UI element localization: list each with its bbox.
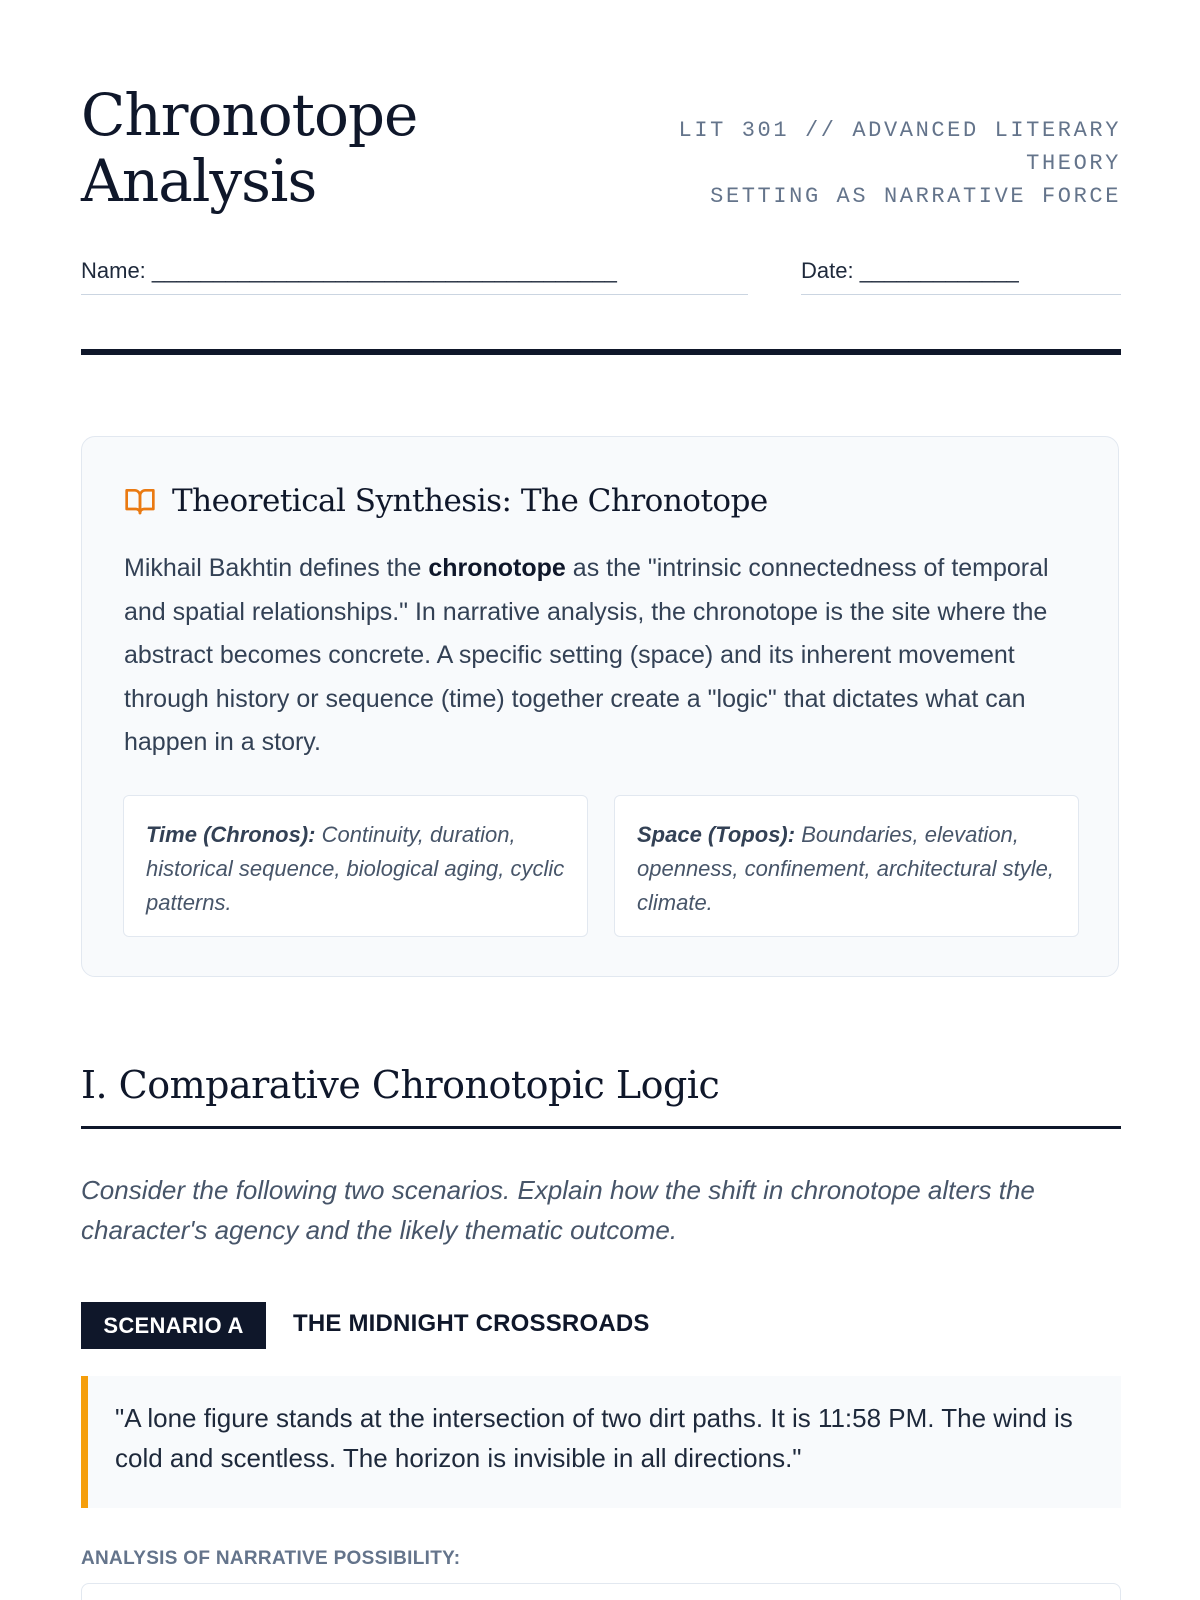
book-open-icon <box>124 485 156 517</box>
theory-body <box>124 547 1074 765</box>
course-line-2: THEORY <box>1026 151 1121 176</box>
worksheet-page <box>81 0 1121 1600</box>
title-line-1: Chronotope <box>81 81 418 149</box>
time-term: Time (Chronos): <box>146 822 316 847</box>
theory-body-pre: Mikhail Bakhtin defines the <box>124 554 429 582</box>
course-info <box>601 114 1121 213</box>
concept-card-space <box>614 795 1079 937</box>
section-title: I. Comparative Chronotopic Logic <box>81 1063 720 1107</box>
section-instructions: Consider the following two scenarios. Explain how the shift in chronotope alters the character's agency and the likely thematic outcome. <box>81 1175 1035 1245</box>
section-divider <box>81 1126 1121 1129</box>
theory-box <box>81 436 1119 977</box>
scenario-title: THE MIDNIGHT CROSSROADS <box>293 1310 650 1337</box>
theory-body-term: chronotope <box>428 554 566 582</box>
course-line-3: SETTING AS NARRATIVE FORCE <box>710 184 1121 209</box>
date-field[interactable]: Date: _____________ <box>801 256 1121 295</box>
time-description: Continuity, duration, historical sequence, biological aging, cyclic patterns. <box>146 822 565 915</box>
course-line-1: LIT 301 // ADVANCED LITERARY <box>678 118 1121 143</box>
title-line-2: Analysis <box>81 147 317 215</box>
analysis-label: ANALYSIS OF NARRATIVE POSSIBILITY: <box>81 1548 461 1569</box>
theory-title: Theoretical Synthesis: The Chronotope <box>172 483 768 519</box>
page-title <box>81 82 417 214</box>
space-description: Boundaries, elevation, openness, confinement, architectural style, climate. <box>637 822 1055 915</box>
theory-body-post: as the "intrinsic connectedness of temporal and spatial relationships." In narrative analysis, the chronotope is the site where the abstract becomes concrete. A specific setting (space) and its inherent movement through history or sequence (time) together create a "logic" that dictates what can happen in a story. <box>124 554 1049 756</box>
space-term: Space (Topos): <box>637 822 796 847</box>
scenario-badge: SCENARIO A <box>81 1302 266 1349</box>
analysis-answer-box[interactable] <box>81 1583 1121 1600</box>
name-field[interactable]: Name: ______________________________________ <box>81 256 748 295</box>
theory-heading <box>124 481 768 521</box>
scenario-quote: "A lone figure stands at the intersection of two dirt paths. It is 11:58 PM. The wind is cold and scentless. The horizon is invisible in all directions." <box>81 1376 1121 1508</box>
concept-card-time <box>123 795 588 937</box>
header-divider <box>81 349 1121 355</box>
